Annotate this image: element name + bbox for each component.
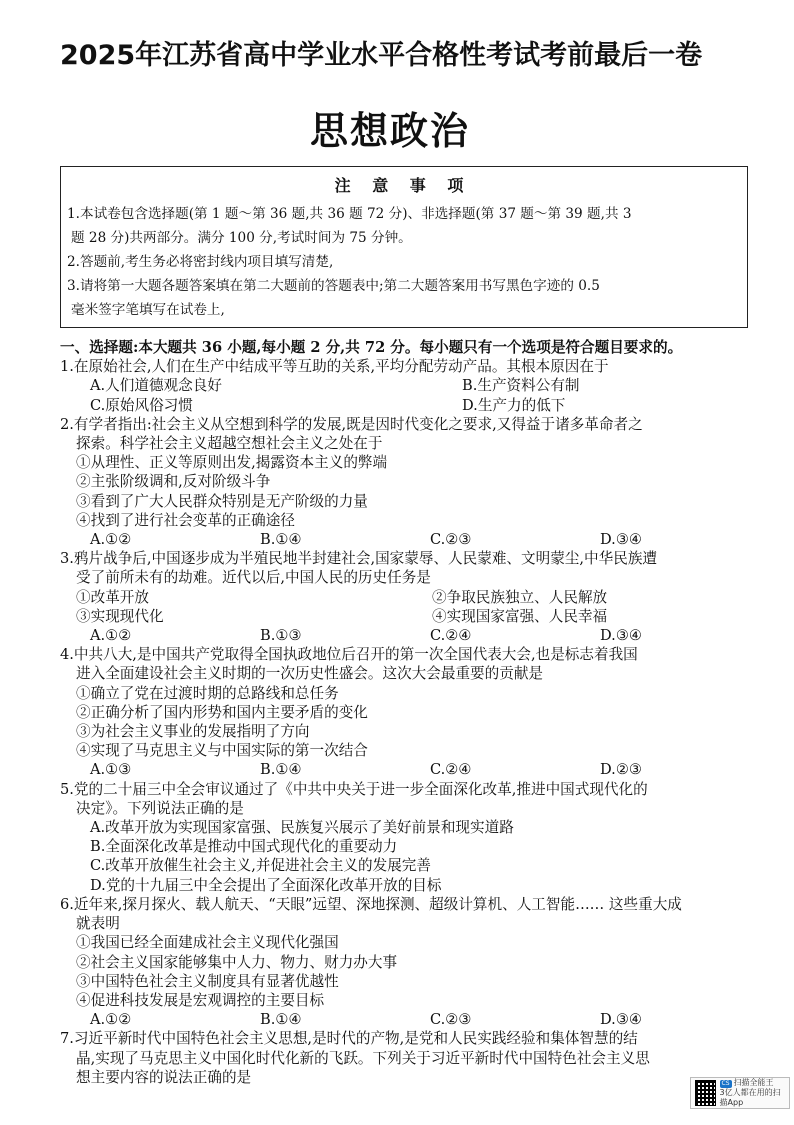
statement-1: ①从理性、正义等原则出发,揭露资本主义的弊端 <box>76 454 388 472</box>
option-d: D.③④ <box>600 531 642 549</box>
question-6-stem-cont: 就表明 <box>76 915 120 933</box>
watermark-line-2: 3亿人都在用的扫描App <box>719 1088 781 1107</box>
question-4-stem-cont: 进入全面建设社会主义时期的一次历史性盛会。这次大会最重要的贡献是 <box>76 665 544 683</box>
question-2-options <box>60 530 750 549</box>
question-7-stem-cont-1: 晶,实现了马克思主义中国化时代化新的飞跃。下列关于习近平新时代中国特色社会主义思 <box>76 1049 650 1067</box>
question-6-options <box>60 1010 750 1029</box>
option-c: C.②③ <box>430 1011 472 1029</box>
statement-1: ①我国已经全面建成社会主义现代化强国 <box>76 934 339 952</box>
question-3-stem: 3.鸦片战争后,中国逐步成为半殖民地半封建社会,国家蒙辱、人民蒙难、文明蒙尘,中华民族遭 <box>60 550 658 568</box>
option-a: A.①② <box>90 1011 132 1029</box>
option-d: D.②③ <box>600 761 642 779</box>
notice-item-1b: 题 28 分)共两部分。满分 100 分,考试时间为 75 分钟。 <box>71 230 412 246</box>
statement-1: ①确立了党在过渡时期的总路线和总任务 <box>76 684 339 702</box>
statement-2: ②争取民族独立、人民解放 <box>432 588 608 606</box>
question-7-stem-cont-2: 想主要内容的说法正确的是 <box>76 1068 252 1086</box>
watermark-text <box>720 1078 785 1108</box>
question-2-stem-cont: 探索。科学社会主义超越空想社会主义之处在于 <box>76 435 383 453</box>
exam-title: 2025年江苏省高中学业水平合格性考试考前最后一卷 <box>60 40 703 71</box>
statement-4: ④实现国家富强、人民幸福 <box>432 607 608 625</box>
option-b: B.全面深化改革是推动中国式现代化的重要动力 <box>90 838 398 856</box>
option-a: A.①② <box>90 531 132 549</box>
option-d: D.③④ <box>600 627 642 645</box>
question-3-statements <box>60 588 750 626</box>
option-b: B.①④ <box>260 761 302 779</box>
statement-4: ④实现了马克思主义与中国实际的第一次结合 <box>76 742 368 760</box>
notice-box <box>60 166 748 328</box>
statement-1: ①改革开放 <box>76 588 149 606</box>
statement-4: ④找到了进行社会变革的正确途径 <box>76 511 295 529</box>
option-b: B.①④ <box>260 531 302 549</box>
option-b: B.生产资料公有制 <box>462 377 580 395</box>
watermark-line-1: 扫描全能王 <box>733 1078 774 1087</box>
question-7-stem: 7.习近平新时代中国特色社会主义思想,是时代的产物,是党和人民实践经验和集体智慧的结 <box>60 1030 638 1048</box>
statement-2: ②主张阶级调和,反对阶级斗争 <box>76 473 271 491</box>
qr-code-icon <box>695 1080 716 1106</box>
question-5-stem: 5.党的二十届三中全会审议通过了《中共中央关于进一步全面深化改革,推进中国式现代化的 <box>60 780 648 798</box>
option-a: A.改革开放为实现国家富强、民族复兴展示了美好前景和现实道路 <box>90 819 514 837</box>
question-3-stem-cont: 受了前所未有的劫难。近代以后,中国人民的历史任务是 <box>76 569 431 587</box>
question-4-stem: 4.中共八大,是中国共产党取得全国执政地位后召开的第一次全国代表大会,也是标志着我国 <box>60 646 638 664</box>
question-6-stem: 6.近年来,探月探火、载人航天、“天眼”远望、深地探测、超级计算机、人工智能…… 这些重大成 <box>60 895 682 913</box>
notice-item-2: 2.答题前,考生务必将密封线内项目填写清楚, <box>67 254 334 270</box>
option-a: A.①③ <box>90 761 132 779</box>
statement-2: ②正确分析了国内形势和国内主要矛盾的变化 <box>76 703 368 721</box>
statement-3: ③实现现代化 <box>76 607 164 625</box>
statement-3: ③看到了广大人民群众特别是无产阶级的力量 <box>76 492 368 510</box>
question-4-options <box>60 760 750 779</box>
scanner-watermark <box>690 1077 790 1109</box>
option-b: B.①③ <box>260 627 302 645</box>
notice-item-3b: 毫米签字笔填写在试卷上, <box>71 302 225 318</box>
question-1-stem: 1.在原始社会,人们在生产中结成平等互助的关系,平均分配劳动产品。其根本原因在于 <box>60 358 609 376</box>
question-2-stem: 2.有学者指出:社会主义从空想到科学的发展,既是因时代变化之要求,又得益于诸多革命者之 <box>60 415 643 433</box>
question-5-stem-cont: 决定》。下列说法正确的是 <box>76 799 244 817</box>
notice-item-3a: 3.请将第一大题各题答案填在第二大题前的答题表中;第二大题答案用书写黑色字迹的 0.5 <box>67 278 600 294</box>
option-c: C.改革开放催生社会主义,并促进社会主义的发展完善 <box>90 857 431 875</box>
notice-item-1a: 1.本试卷包含选择题(第 1 题～第 36 题,共 36 题 72 分)、非选择题(第 37 题～第 39 题,共 3 <box>67 206 632 222</box>
statement-2: ②社会主义国家能够集中人力、物力、财力办大事 <box>76 953 398 971</box>
subject-title: 思想政治 <box>310 109 471 153</box>
statement-4: ④促进科技发展是宏观调控的主要目标 <box>76 991 325 1009</box>
question-3-options <box>60 626 750 645</box>
option-c: C.②④ <box>430 627 472 645</box>
option-b: B.①④ <box>260 1011 302 1029</box>
option-d: D.生产力的低下 <box>462 396 566 414</box>
option-a: A.①② <box>90 627 132 645</box>
question-content <box>60 338 750 1087</box>
statement-3: ③为社会主义事业的发展指明了方向 <box>76 723 310 741</box>
option-c: C.②③ <box>430 531 472 549</box>
option-a: A.人们道德观念良好 <box>90 377 222 395</box>
option-d: D.党的十九届三中全会提出了全面深化改革开放的目标 <box>90 876 442 894</box>
statement-3: ③中国特色社会主义制度具有显著优越性 <box>76 972 339 990</box>
option-c: C.原始风俗习惯 <box>90 396 193 414</box>
option-c: C.②④ <box>430 761 472 779</box>
scanner-logo-icon: CS <box>721 1080 730 1087</box>
section-heading: 一、选择题:本大题共 36 小题,每小题 2 分,共 72 分。每小题只有一个选项是符合题目要求的。 <box>60 339 683 356</box>
option-d: D.③④ <box>600 1011 642 1029</box>
notice-heading: 注 意 事 项 <box>334 176 472 195</box>
question-1-options <box>60 376 750 414</box>
